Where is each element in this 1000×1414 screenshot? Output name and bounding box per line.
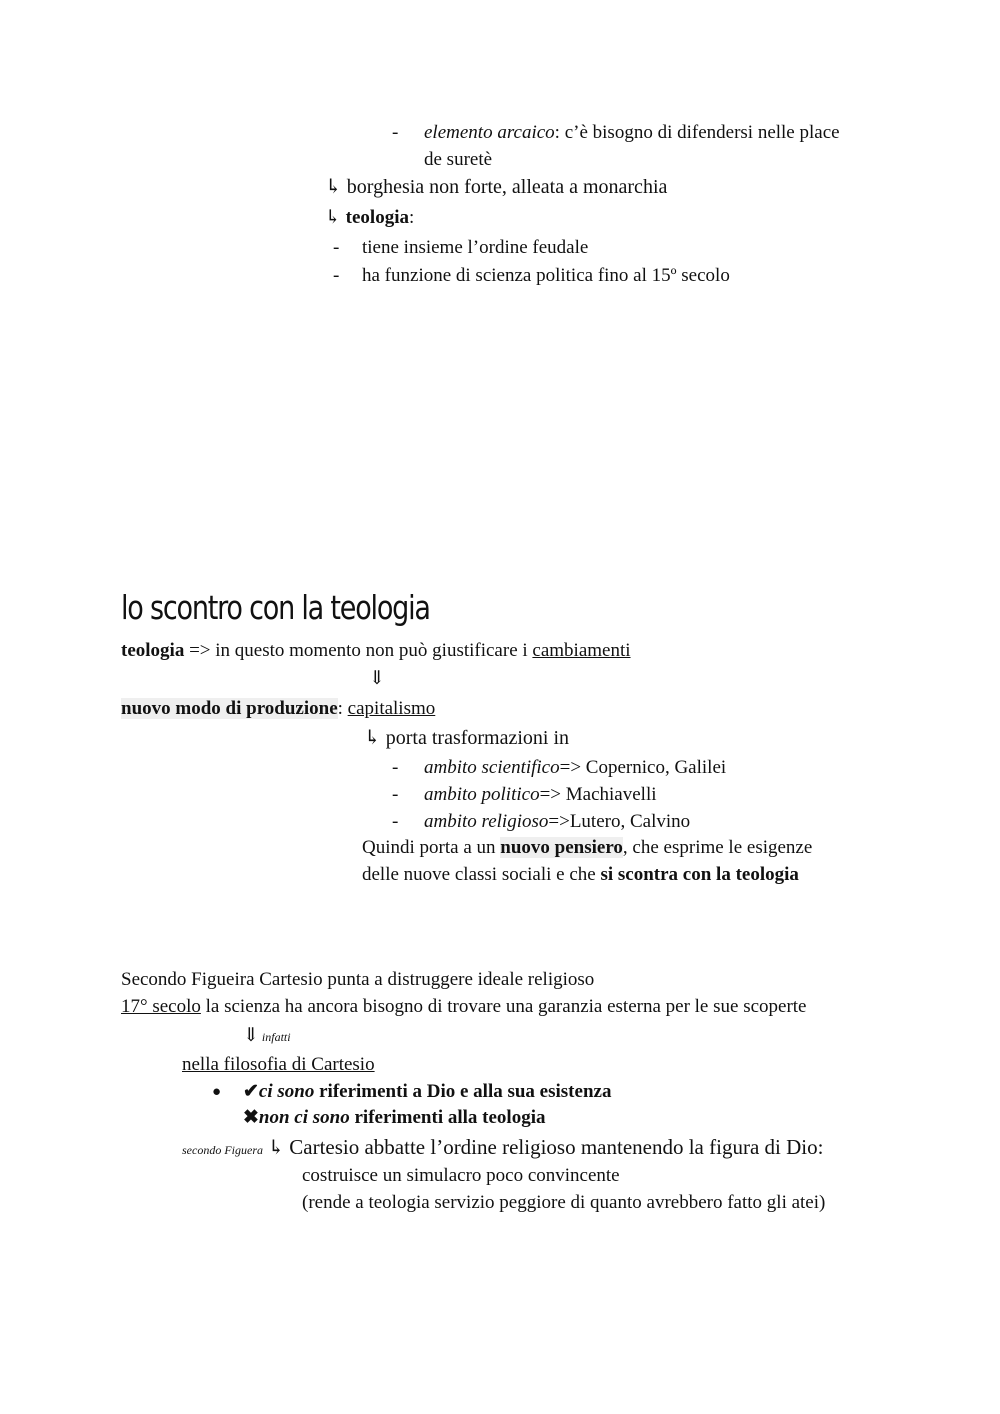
- list-dash: -: [392, 757, 399, 778]
- list-dash: -: [392, 811, 399, 832]
- list-item-ci-sono: [243, 1081, 611, 1104]
- list-item-elemento-arcaico: [424, 122, 840, 145]
- arrow-text: Cartesio abbatte l’ordine religioso mantenendo la figura di Dio:: [289, 1135, 824, 1159]
- italic-term: non ci sono: [258, 1107, 350, 1128]
- annotation-infatti: infatti: [261, 1030, 291, 1044]
- text: Quindi porta a un: [362, 837, 501, 858]
- item-text: => Copernico, Galilei: [559, 757, 727, 778]
- list-dash: -: [392, 784, 399, 805]
- arrow-line-borghesia: [325, 175, 667, 199]
- colon: :: [337, 698, 348, 719]
- text: => in questo momento non può giustificare i: [184, 640, 533, 661]
- arrow-text: porta trasformazioni in: [385, 727, 570, 749]
- cross-icon: ✖: [243, 1107, 259, 1128]
- infatti-arrow: [243, 1025, 291, 1048]
- paragraph-teologia: [121, 640, 631, 663]
- italic-term: elemento arcaico: [424, 122, 555, 143]
- list-dash: -: [333, 265, 340, 286]
- paragraph-rende: (rende a teologia servizio peggiore di quanto avrebbero fatto gli atei): [302, 1192, 826, 1213]
- list-item: ha funzione di scienza politica fino al 15º secolo: [362, 265, 730, 286]
- text: delle nuove classi sociali e che: [362, 864, 601, 885]
- item-text: => Machiavelli: [539, 784, 657, 805]
- bold-term: teologia: [121, 640, 185, 661]
- item-text: : c’è bisogno di difendersi nelle place: [554, 122, 840, 143]
- highlighted-term: nuovo pensiero: [500, 837, 623, 858]
- italic-term: ambito religioso: [424, 811, 549, 832]
- item-text: riferimenti a Dio e alla sua esistenza: [314, 1081, 612, 1102]
- check-icon: ✔: [243, 1081, 259, 1102]
- underlined-term: cambiamenti: [532, 640, 631, 661]
- paragraph-17-secolo: [121, 996, 807, 1019]
- list-item-ambito-religioso: [424, 811, 690, 834]
- arrow-icon: ↳: [364, 727, 381, 749]
- list-item: tiene insieme l’ordine feudale: [362, 237, 589, 258]
- underlined-term: capitalismo: [347, 698, 436, 719]
- down-arrow-icon: ⇓: [243, 1025, 259, 1046]
- arrow-icon: ↳: [325, 207, 341, 228]
- bold-term: si scontra con la teologia: [600, 864, 799, 885]
- list-item-ambito-politico: [424, 784, 657, 807]
- item-text: riferimenti alla teologia: [349, 1107, 546, 1128]
- bold-term: teologia: [345, 207, 409, 228]
- underlined-term: 17° secolo: [121, 996, 201, 1017]
- highlighted-term: nuovo modo di produzione: [121, 698, 338, 719]
- arrow-line-porta: [364, 726, 569, 750]
- paragraph-figueira: Secondo Figueira Cartesio punta a distruggere ideale religioso: [121, 969, 595, 990]
- arrow-icon: ↳: [325, 176, 342, 198]
- arrow-icon: ↳: [267, 1137, 285, 1159]
- list-item-non-ci-sono: [243, 1107, 545, 1130]
- item-text: =>Lutero, Calvino: [548, 811, 691, 832]
- down-arrow-icon: ⇓: [369, 668, 385, 689]
- list-dash: -: [392, 122, 399, 143]
- paragraph-quindi: [362, 837, 812, 860]
- list-dash: -: [333, 237, 340, 258]
- text: , che esprime le esigenze: [622, 837, 813, 858]
- list-item-ambito-scientifico: [424, 757, 726, 780]
- list-item-continuation: de suretè: [424, 149, 493, 170]
- italic-term: ambito scientifico: [424, 757, 560, 778]
- bullet-icon: ●: [212, 1084, 222, 1100]
- arrow-text: borghesia non forte, alleata a monarchia: [346, 176, 668, 198]
- filosofia-heading: nella filosofia di Cartesio: [182, 1054, 375, 1075]
- paragraph-modo-produzione: [121, 698, 435, 721]
- section-heading: lo scontro con la teologia: [121, 588, 430, 627]
- annotation-secondo-figuera: secondo Figuera: [182, 1143, 263, 1157]
- arrow-line-abbatte: [182, 1135, 823, 1161]
- paragraph-delle: [362, 864, 799, 887]
- paragraph-costruisce: costruisce un simulacro poco convincente: [302, 1165, 620, 1186]
- italic-term: ci sono: [258, 1081, 315, 1102]
- text: la scienza ha ancora bisogno di trovare una garanzia esterna per le sue scoperte: [200, 996, 807, 1017]
- italic-term: ambito politico: [424, 784, 540, 805]
- arrow-line-teologia: [325, 207, 414, 230]
- colon: :: [409, 207, 415, 228]
